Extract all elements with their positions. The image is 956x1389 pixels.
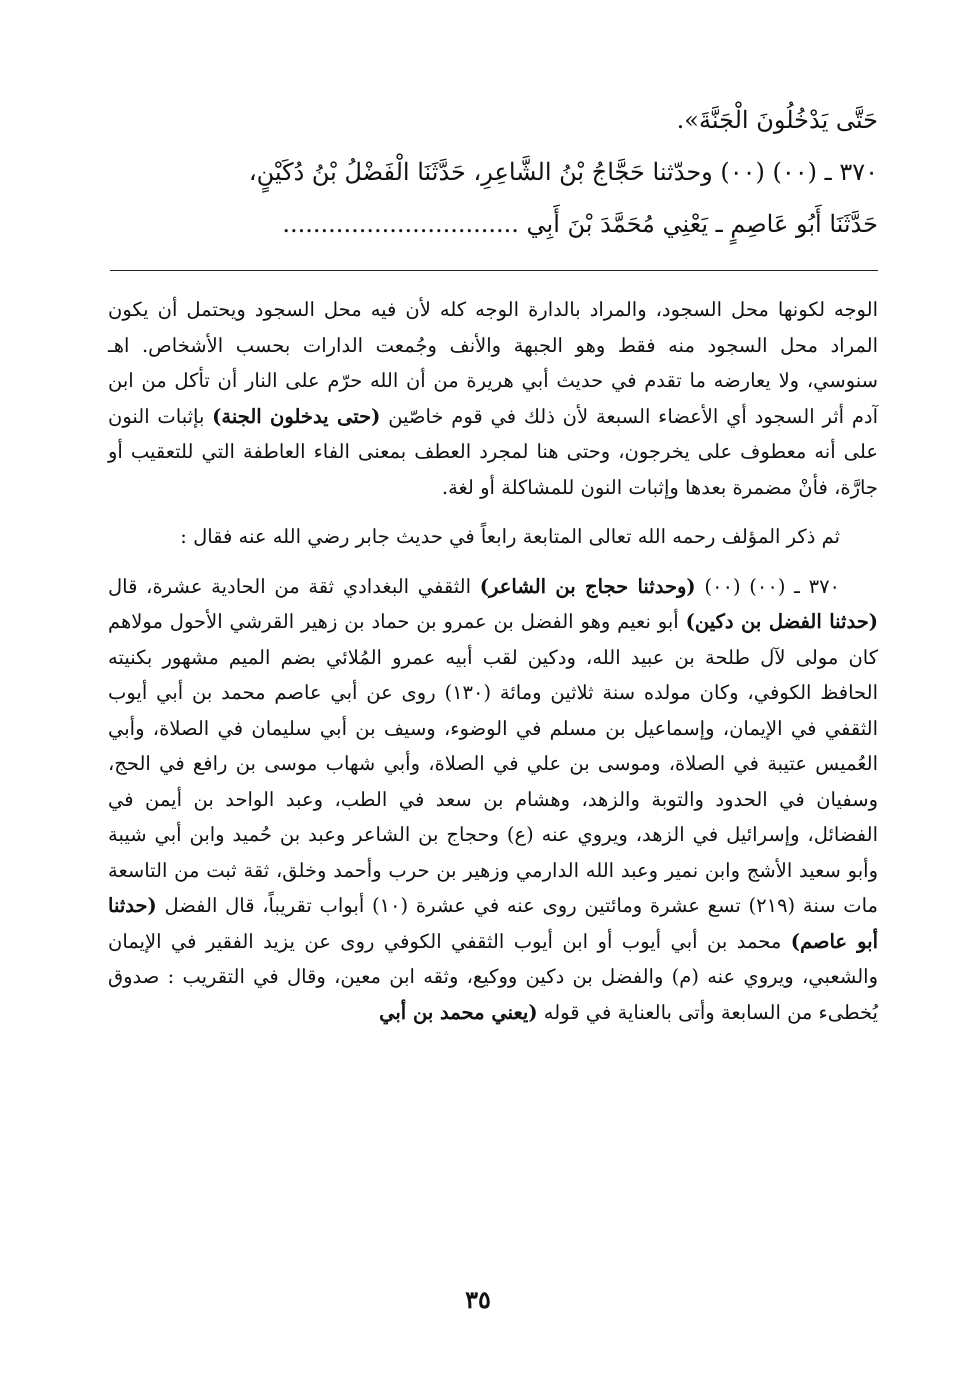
commentary-paragraph-1 bbox=[108, 292, 878, 505]
narrator-phrase: (حدثنا الفضل بن دكين) bbox=[685, 610, 879, 633]
hadith-line-2: ٣٧٠ ـ (٠٠) (٠٠) وحدّثنا حَجَّاجُ بْنُ الشَّاعِرِ، حَدَّثَنَا الْفَضْلُ بْنُ دُكَيْنٍ، bbox=[248, 158, 878, 186]
footnote-divider bbox=[110, 270, 878, 271]
hadith-line-1: حَتَّى يَدْخُلُونَ الْجَنَّةَ». bbox=[676, 106, 878, 134]
commentary bbox=[108, 292, 878, 1030]
commentary-paragraph-3 bbox=[108, 569, 878, 1031]
commentary-paragraph-2: ثم ذكر المؤلف رحمه الله تعالى المتابعة رابعاً في حديث جابر رضي الله عنه فقال : bbox=[180, 525, 840, 548]
hadith-text bbox=[108, 94, 878, 250]
commentary-text: الوجه لكونها محل السجود، والمراد بالدارة الوجه كله لأن فيه محل السجود ويحتمل أن يكون المراد محل السجود منه فقط وهو الجبهة والأنف وجُمعت الدارات بحسب الأشخاص. اهـ سنوسي، ولا يعارضه ما تقدم في حديث أبي هريرة من أن الله حرّم على النار أن تأكل من ابن آدم أثر السجود أي الأعضاء السبعة لأن ذلك في قوم خاصّين bbox=[108, 298, 878, 428]
commentary-text: بإثبات النون على أنه معطوف على يخرجون، وحتى هنا لمجرد العطف بمعنى الفاء العاطفة التي للتعقيب أو جارَّة، فأنْ مضمرة بعدها وإثبات النون للمشاكلة أو لغة. bbox=[108, 404, 878, 499]
hadith-line-3: حَدَّثَنَا أَبُو عَاصِمٍ ـ يَعْنِي مُحَمَّدَ بْنَ أَبِي ............................... bbox=[282, 210, 878, 238]
commentary-text: أبو نعيم وهو الفضل بن عمرو بن حماد بن زهير القرشي الأحول مولاهم كان مولى لآل طلحة بن عبيد الله، ودكين لقب أبيه عمرو المُلائي بضم الميم مشهور بكنيته الحافظ الكوفي، وكان مولده سنة ثلاثين ومائة (١٣٠) روى عن أبي عاصم محمد بن أبي أيوب الثقفي في الإيمان، وإسماعيل بن مسلم في الوضوء، وسيف بن أبي سليمان في الصلاة، وأبي العُميس عتيبة في الصلاة، وموسى بن علي في الصلاة، وأبي شهاب موسى بن رافع في الحج، وسفيان في الحدود والتوبة والزهد، وهشام بن سعد في الطب، وعبد الواحد بن أيمن في الفضائل، وإسرائيل في الزهد، ويروي عنه (ع) وحجاج بن الشاعر وعبد بن حُميد وابن أبي شيبة وأبو سعيد الأشج وابن نمير وعبد الله الدارمي وزهير بن حرب وأحمد وخلق، ثقة ثبت من التاسعة مات سنة (٢١٩) تسع عشرة ومائتين روى عنه في عشرة (١٠) أبواب تقريباً، قال الفضل bbox=[108, 610, 878, 917]
commentary-bold-phrase: (حتى يدخلون الجنة) bbox=[212, 404, 381, 428]
narrator-phrase: (يعني محمد بن أبي bbox=[379, 1000, 538, 1024]
commentary-text: الثقفي البغدادي ثقة من الحادية عشرة، قال bbox=[108, 574, 472, 598]
page-number: ٣٥ bbox=[465, 1285, 491, 1314]
narrator-phrase: (حدثنا أبو عاصم) bbox=[108, 894, 878, 953]
commentary-text: محمد بن أبي أيوب أو ابن أيوب الثقفي الكوفي روى عن يزيد الفقير في الإيمان والشعبي، ويروي عنه (م) والفضل بن دكين ووكيع، وثقه ابن معين، وقال في التقريب : صدوق يُخطىء من السابعة وأتى بالعناية في قوله bbox=[108, 929, 878, 1024]
hadith-number: ٣٧٠ ـ (٠٠) (٠٠) bbox=[704, 574, 841, 598]
narrator-phrase: (وحدثنا حجاج بن الشاعر) bbox=[479, 574, 696, 598]
